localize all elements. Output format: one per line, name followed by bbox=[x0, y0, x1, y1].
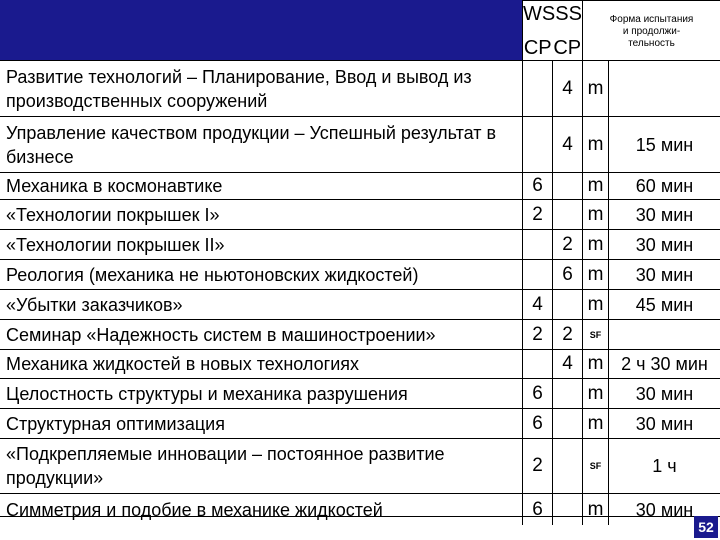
row-form: SF bbox=[582, 438, 608, 493]
row-ss bbox=[552, 289, 582, 319]
row-ws: 2 bbox=[522, 319, 552, 349]
row-ws: 6 bbox=[522, 493, 552, 525]
header-blank-cell bbox=[0, 0, 522, 60]
row-ws: 2 bbox=[522, 438, 552, 493]
row-duration: 2 ч 30 мин bbox=[608, 349, 720, 378]
row-form: m bbox=[582, 408, 608, 438]
row-duration: 30 мин bbox=[608, 199, 720, 229]
row-ss bbox=[552, 199, 582, 229]
row-ws bbox=[522, 60, 552, 116]
row-ss: 2 bbox=[552, 229, 582, 259]
row-duration: 1 ч bbox=[608, 438, 720, 493]
row-name: Структурная оптимизация bbox=[0, 408, 522, 438]
row-ws bbox=[522, 116, 552, 172]
row-ws bbox=[522, 259, 552, 289]
row-ss: 4 bbox=[552, 60, 582, 116]
row-duration: 30 мин bbox=[608, 408, 720, 438]
header-form bbox=[582, 0, 720, 60]
row-form: m bbox=[582, 172, 608, 199]
header-form-line3: тельность bbox=[628, 37, 675, 49]
row-ss: 4 bbox=[552, 116, 582, 172]
row-name: Семинар «Надежность систем в машиностроении» bbox=[0, 319, 522, 349]
row-name: Механика жидкостей в новых технологиях bbox=[0, 349, 522, 378]
row-form: m bbox=[582, 229, 608, 259]
row-form: m bbox=[582, 259, 608, 289]
row-name: «Технологии покрышек I» bbox=[0, 199, 522, 229]
row-form: m bbox=[582, 289, 608, 319]
row-name: «Убытки заказчиков» bbox=[0, 289, 522, 319]
row-name: Механика в космонавтике bbox=[0, 172, 522, 199]
row-name: Целостность структуры и механика разрушения bbox=[0, 378, 522, 408]
row-name: «Подкрепляемые инновации – постоянное развитие продукции» bbox=[0, 438, 522, 493]
header-cp-1: CP bbox=[523, 36, 552, 59]
row-ss: 4 bbox=[552, 349, 582, 378]
row-ss: 6 bbox=[552, 259, 582, 289]
row-ss bbox=[552, 378, 582, 408]
row-duration: 30 мин bbox=[608, 229, 720, 259]
row-form: SF bbox=[582, 319, 608, 349]
row-form: m bbox=[582, 378, 608, 408]
row-duration: 15 мин bbox=[608, 116, 720, 172]
row-ss bbox=[552, 493, 582, 525]
header-codes bbox=[522, 0, 582, 60]
row-ws bbox=[522, 229, 552, 259]
row-duration bbox=[608, 319, 720, 349]
row-ss bbox=[552, 172, 582, 199]
row-ws: 6 bbox=[522, 172, 552, 199]
row-form: m bbox=[582, 199, 608, 229]
row-duration: 30 мин bbox=[608, 378, 720, 408]
row-name: Симметрия и подобие в механике жидкостей bbox=[0, 493, 522, 525]
row-name: Развитие технологий – Планирование, Ввод и вывод из производственных сооружений bbox=[0, 60, 522, 116]
row-form: m bbox=[582, 349, 608, 378]
row-form: m bbox=[582, 493, 608, 525]
row-duration: 45 мин bbox=[608, 289, 720, 319]
row-duration bbox=[608, 60, 720, 116]
header-ws: WS bbox=[523, 2, 556, 25]
header-form-line1: Форма испытания bbox=[609, 13, 694, 25]
header-ss: SS bbox=[555, 2, 582, 25]
row-ws bbox=[522, 349, 552, 378]
row-form: m bbox=[582, 60, 608, 116]
row-duration: 30 мин bbox=[608, 259, 720, 289]
page-number-badge: 52 bbox=[694, 516, 718, 538]
row-ws: 6 bbox=[522, 378, 552, 408]
row-form: m bbox=[582, 116, 608, 172]
row-ss bbox=[552, 438, 582, 493]
row-name: «Технологии покрышек II» bbox=[0, 229, 522, 259]
row-ss bbox=[552, 408, 582, 438]
header-form-line2: и продолжи- bbox=[622, 25, 681, 37]
row-duration: 60 мин bbox=[608, 172, 720, 199]
row-ss: 2 bbox=[552, 319, 582, 349]
row-ws: 4 bbox=[522, 289, 552, 319]
row-ws: 2 bbox=[522, 199, 552, 229]
header-cp-2: CP bbox=[553, 36, 582, 59]
row-name: Управление качеством продукции – Успешный результат в бизнесе bbox=[0, 116, 522, 172]
row-name: Реология (механика не ньютоновских жидкостей) bbox=[0, 259, 522, 289]
row-duration: 30 мин bbox=[608, 493, 720, 525]
row-ws: 6 bbox=[522, 408, 552, 438]
